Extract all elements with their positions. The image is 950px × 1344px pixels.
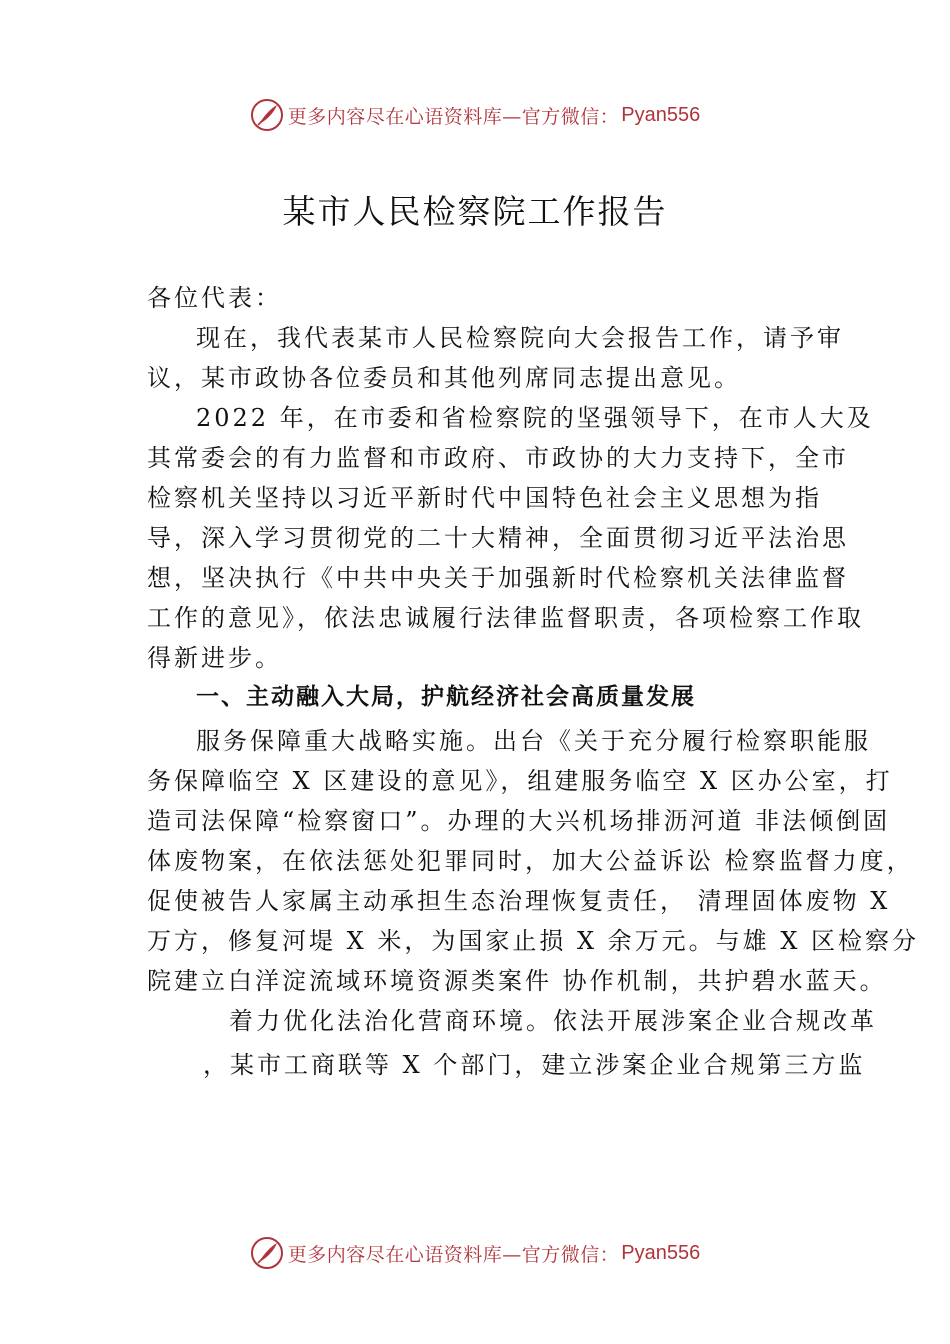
feather-logo-icon <box>250 98 284 132</box>
paragraph-line: 想，坚决执行《中共中央关于加强新时代检察机关法律监督 <box>147 564 849 592</box>
paragraph-line: 万方，修复河堤 X 米，为国家止损 X 余万元。与雄 X 区检察分 <box>147 927 920 955</box>
watermark-text: 更多内容尽在心语资料库—官方微信： <box>287 105 620 128</box>
paragraph-line: 院建立白洋淀流域环境资源类案件 协作机制，共护碧水蓝天。 <box>147 967 887 995</box>
salutation: 各位代表： <box>147 284 282 312</box>
paragraph-line: 得新进步。 <box>147 644 282 672</box>
paragraph-line: 议，某市政协各位委员和其他列席同志提出意见。 <box>147 364 741 392</box>
watermark-banner-top <box>0 95 950 135</box>
watermark-banner-bottom <box>0 1233 950 1273</box>
paragraph-line: ，某市工商联等 X 个部门，建立涉案企业合规第三方监 <box>203 1051 866 1079</box>
paragraph-line: 着力优化法治化营商环境。依法开展涉案企业合规改革 <box>229 1007 877 1035</box>
paragraph-line: 2022 年，在市委和省检察院的坚强领导下，在市人大及 <box>196 404 874 432</box>
section-heading: 一、主动融入大局，护航经济社会高质量发展 <box>196 684 696 710</box>
feather-logo-icon <box>250 1236 284 1270</box>
paragraph-line: 工作的意见》，依法忠诚履行法律监督职责，各项检察工作取 <box>147 604 864 632</box>
watermark-id: Pyan556 <box>621 1241 701 1264</box>
paragraph-line: 导，深入学习贯彻党的二十大精神，全面贯彻习近平法治思 <box>147 524 849 552</box>
watermark-id: Pyan556 <box>621 103 701 126</box>
paragraph-line: 体废物案，在依法惩处犯罪同时，加大公益诉讼 检察监督力度， <box>147 847 914 875</box>
paragraph-line: 务保障临空 X 区建设的意见》，组建服务临空 X 区办公室，打 <box>147 767 893 795</box>
paragraph-line: 服务保障重大战略实施。出台《关于充分履行检察职能服 <box>196 727 871 755</box>
paragraph-line: 检察机关坚持以习近平新时代中国特色社会主义思想为指 <box>147 484 822 512</box>
paragraph-line: 造司法保障“检察窗口”。办理的大兴机场排沥河道 非法倾倒固 <box>147 807 891 835</box>
watermark-text: 更多内容尽在心语资料库—官方微信： <box>287 1243 620 1266</box>
paragraph-line: 其常委会的有力监督和市政府、市政协的大力支持下，全市 <box>147 444 849 472</box>
paragraph-line: 现在，我代表某市人民检察院向大会报告工作，请予审 <box>196 324 844 352</box>
document-title: 某市人民检察院工作报告 <box>282 192 668 231</box>
paragraph-line: 促使被告人家属主动承担生态治理恢复责任， 清理固体废物 X <box>147 887 891 915</box>
